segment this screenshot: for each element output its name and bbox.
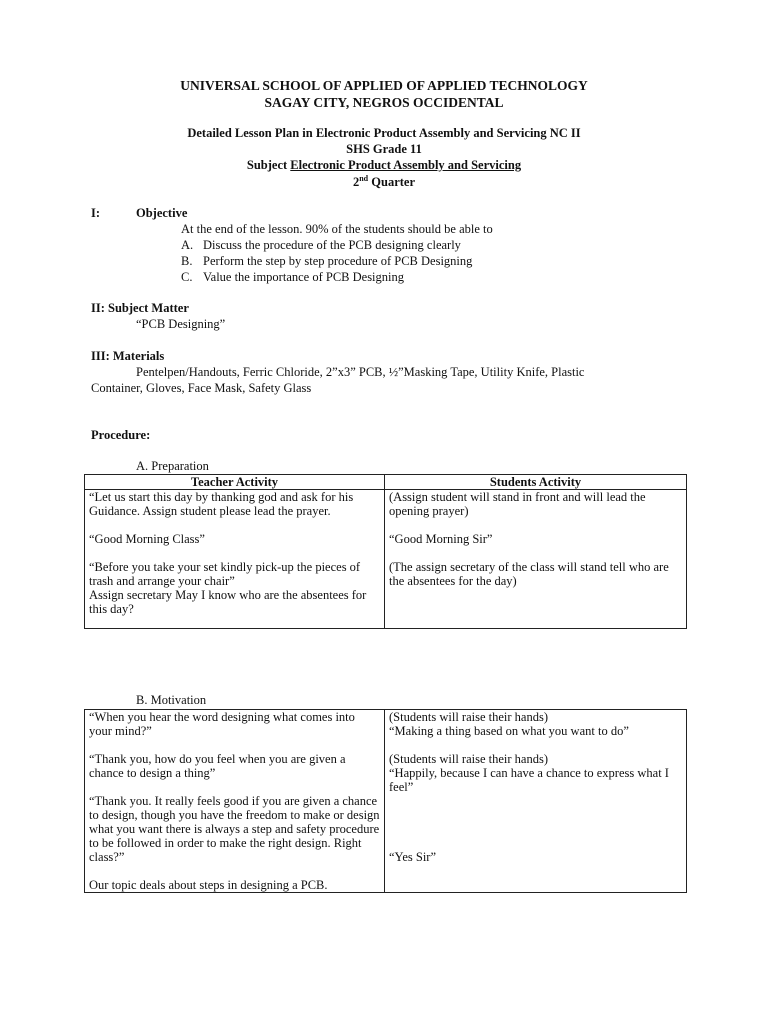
students-activity-header: Students Activity bbox=[385, 475, 687, 490]
student-line: “Making a thing based on what you want to do” bbox=[389, 724, 629, 738]
materials-heading: III: Materials bbox=[91, 349, 165, 363]
teacher-activity-cell bbox=[85, 710, 385, 893]
quarter-number: 2 bbox=[352, 175, 360, 190]
teacher-activity-cell bbox=[85, 490, 385, 629]
student-line: (Assign student will stand in front and will lead the opening prayer) bbox=[389, 490, 646, 518]
subject-matter-value: “PCB Designing” bbox=[136, 317, 226, 331]
teacher-line: “Let us start this day by thanking god and ask for his Guidance. Assign student please lead the prayer. bbox=[89, 490, 354, 518]
objective-heading: Objective bbox=[136, 206, 188, 220]
school-location: SAGAY CITY, NEGROS OCCIDENTAL bbox=[264, 95, 504, 110]
quarter-line bbox=[0, 174, 768, 190]
motivation-table bbox=[84, 709, 687, 893]
materials-list-line-2: Container, Gloves, Face Mask, Safety Glass bbox=[91, 381, 312, 395]
subject-label: Subject bbox=[246, 158, 291, 172]
objective-item: C. Value the importance of PCB Designing bbox=[181, 270, 405, 284]
quarter-suffix: nd bbox=[359, 174, 369, 183]
table-row bbox=[85, 710, 687, 893]
student-line: “Yes Sir” bbox=[389, 850, 436, 864]
teacher-line: “Before you take your set kindly pick-up the pieces of trash and arrange your chair” bbox=[89, 560, 361, 588]
preparation-label: A. Preparation bbox=[136, 459, 209, 473]
table-row bbox=[85, 490, 687, 629]
student-line: “Happily, because I can have a chance to express what I feel” bbox=[389, 766, 669, 794]
student-line: (Students will raise their hands) bbox=[389, 710, 548, 724]
materials-list-line-1: Pentelpen/Handouts, Ferric Chloride, 2”x3” PCB, ½”Masking Tape, Utility Knife, Plastic bbox=[136, 365, 585, 379]
table-header-row bbox=[85, 475, 687, 490]
students-activity-cell bbox=[385, 490, 687, 629]
objective-intro: At the end of the lesson. 90% of the students should be able to bbox=[181, 222, 493, 236]
teacher-activity-header: Teacher Activity bbox=[85, 475, 385, 490]
grade-level: SHS Grade 11 bbox=[346, 142, 422, 156]
motivation-label: B. Motivation bbox=[136, 693, 207, 707]
student-line: (Students will raise their hands) bbox=[389, 752, 548, 766]
quarter-word: Quarter bbox=[368, 175, 415, 190]
subject-line bbox=[0, 158, 768, 173]
lesson-plan-title: Detailed Lesson Plan in Electronic Product Assembly and Servicing NC II bbox=[187, 126, 581, 140]
subject-matter-heading: II: Subject Matter bbox=[91, 301, 189, 315]
subject-value: Electronic Product Assembly and Servicing bbox=[290, 158, 522, 172]
procedure-heading: Procedure: bbox=[91, 428, 151, 442]
student-line: “Good Morning Sir” bbox=[389, 532, 493, 546]
objective-number: I: bbox=[91, 206, 101, 220]
teacher-line: “When you hear the word designing what comes into your mind?” bbox=[89, 710, 355, 738]
teacher-line: “Thank you, how do you feel when you are given a chance to design a thing” bbox=[89, 752, 346, 780]
preparation-table bbox=[84, 474, 687, 629]
objective-item: B. Perform the step by step procedure of PCB Designing bbox=[181, 254, 473, 268]
students-activity-cell bbox=[385, 710, 687, 893]
teacher-line: “Thank you. It really feels good if you are given a chance to design, though you have the freedom to make or design what you want there is always a step and safety procedure to be followed in order to make the right design. Right class?” bbox=[89, 794, 380, 864]
objective-item: A. Discuss the procedure of the PCB designing clearly bbox=[181, 238, 461, 252]
teacher-line: Assign secretary May I know who are the absentees for this day? bbox=[89, 588, 367, 616]
teacher-line: Our topic deals about steps in designing a PCB. bbox=[89, 878, 328, 892]
student-line: (The assign secretary of the class will stand tell who are the absentees for the day) bbox=[389, 560, 669, 588]
teacher-line: “Good Morning Class” bbox=[89, 532, 205, 546]
school-name: UNIVERSAL SCHOOL OF APPLIED OF APPLIED TECHNOLOGY bbox=[180, 78, 588, 93]
